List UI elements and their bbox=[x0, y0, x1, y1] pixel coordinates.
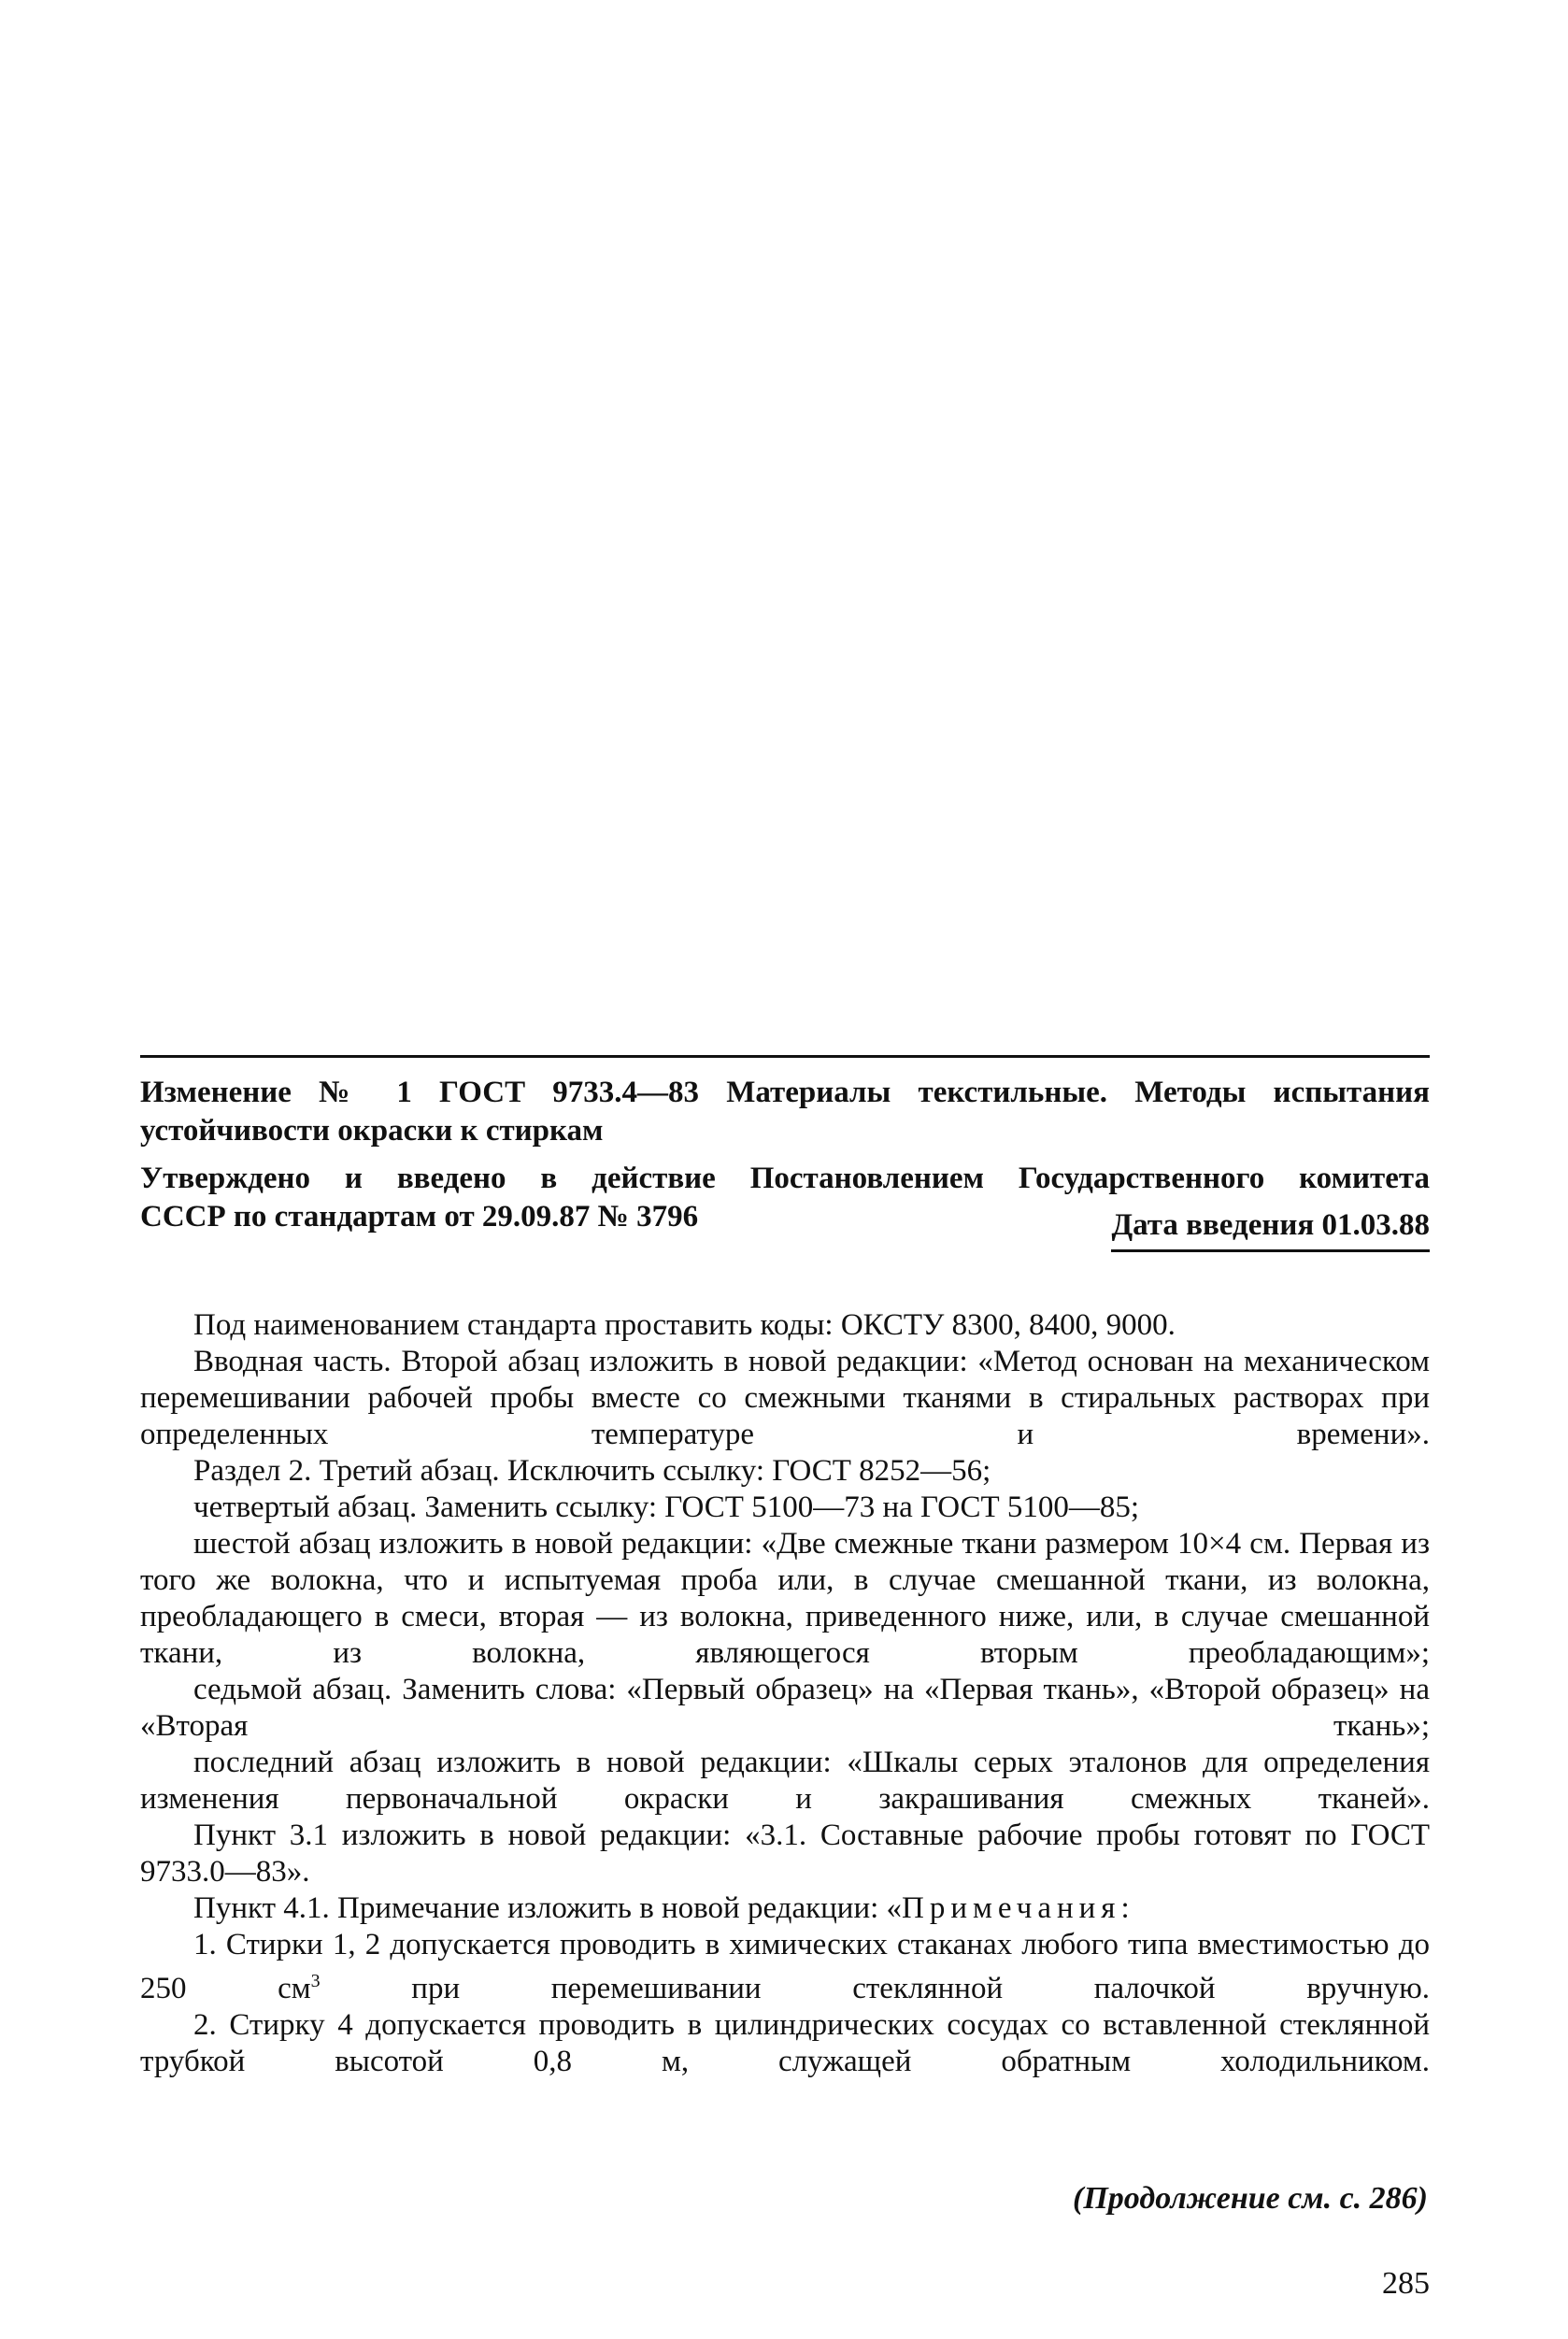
paragraph-item-3-1: Пункт 3.1 изложить в новой редакции: «3.1. Составные рабочие пробы готовят по ГОСТ 9733.0—83». bbox=[140, 1818, 1430, 1889]
continuation-note: (Продолжение см. с. 286) bbox=[1073, 2181, 1428, 2216]
note-1-text: 1. Стирки 1, 2 допускается проводить в химических стаканах любого типа вместимостью до 250 см bbox=[140, 1928, 1430, 2005]
paragraph-item-4-1 bbox=[140, 1890, 1430, 1927]
notes-word: Примечания bbox=[902, 1891, 1121, 1925]
approval-line-2: СССР по стандартам от 29.09.87 № 3796 bbox=[140, 1200, 699, 1234]
note-1-text-end: при перемешивании стеклянной палочкой вручную. bbox=[320, 1972, 1431, 2005]
introduction-date: Дата введения 01.03.88 bbox=[1111, 1206, 1430, 1252]
paragraph-last: последний абзац изложить в новой редакции: «Шкалы серых эталонов для определения изменения первоначальной окраски и закрашивания смежных тканей». bbox=[140, 1746, 1430, 1816]
amendment-title bbox=[140, 1074, 1430, 1150]
note-2: 2. Стирку 4 допускается проводить в цилиндрических сосудах со вставленной стеклянной трубкой высотой 0,8 м, служащей обратным холодильником. bbox=[140, 2008, 1430, 2078]
paragraph-section2: Раздел 2. Третий абзац. Исключить ссылку: ГОСТ 8252—56; bbox=[193, 1454, 991, 1488]
paragraph-codes: Под наименованием стандарта проставить коды: ОКСТУ 8300, 8400, 9000. bbox=[193, 1308, 1176, 1342]
paragraph-sixth: шестой абзац изложить в новой редакции: «Две смежные ткани размером 10×4 см. Первая из того же волокна, что и испытуемая проба или, в случае смешанной ткани, из волокна, преобладающего в смеси, вторая — из волокна, приведенного ниже, или, в случае смешанной ткани, из волокна, являющегося вторым преобладающим»; bbox=[140, 1527, 1430, 1670]
note-1-superscript: 3 bbox=[310, 1971, 321, 1991]
page-number: 285 bbox=[1382, 2266, 1430, 2301]
top-rule bbox=[140, 1055, 1430, 1058]
paragraph-intro: Вводная часть. Второй абзац изложить в новой редакции: «Метод основан на механическом перемешивании рабочей пробы вместе со смежными тканями в стиральных растворах при определенных температуре и времени». bbox=[140, 1345, 1430, 1451]
title-line-2: устойчивости окраски к стиркам bbox=[140, 1114, 604, 1148]
item-4-1-text: Пункт 4.1. Примечание изложить в новой редакции: « bbox=[193, 1891, 903, 1925]
note-1 bbox=[140, 1927, 1430, 2007]
title-line-1: Изменение № 1 ГОСТ 9733.4—83 Материалы текстильные. Методы испытания bbox=[140, 1076, 1430, 1109]
approval-line-1: Утверждено и введено в действие Постановлением Государственного комитета bbox=[140, 1162, 1430, 1195]
item-4-1-colon: : bbox=[1120, 1891, 1130, 1925]
paragraph-fourth: четвертый абзац. Заменить ссылку: ГОСТ 5100—73 на ГОСТ 5100—85; bbox=[193, 1490, 1140, 1524]
paragraph-seventh: седьмой абзац. Заменить слова: «Первый образец» на «Первая ткань», «Второй образец» на «Вторая ткань»; bbox=[140, 1673, 1430, 1743]
amendment-body bbox=[140, 1307, 1430, 2080]
